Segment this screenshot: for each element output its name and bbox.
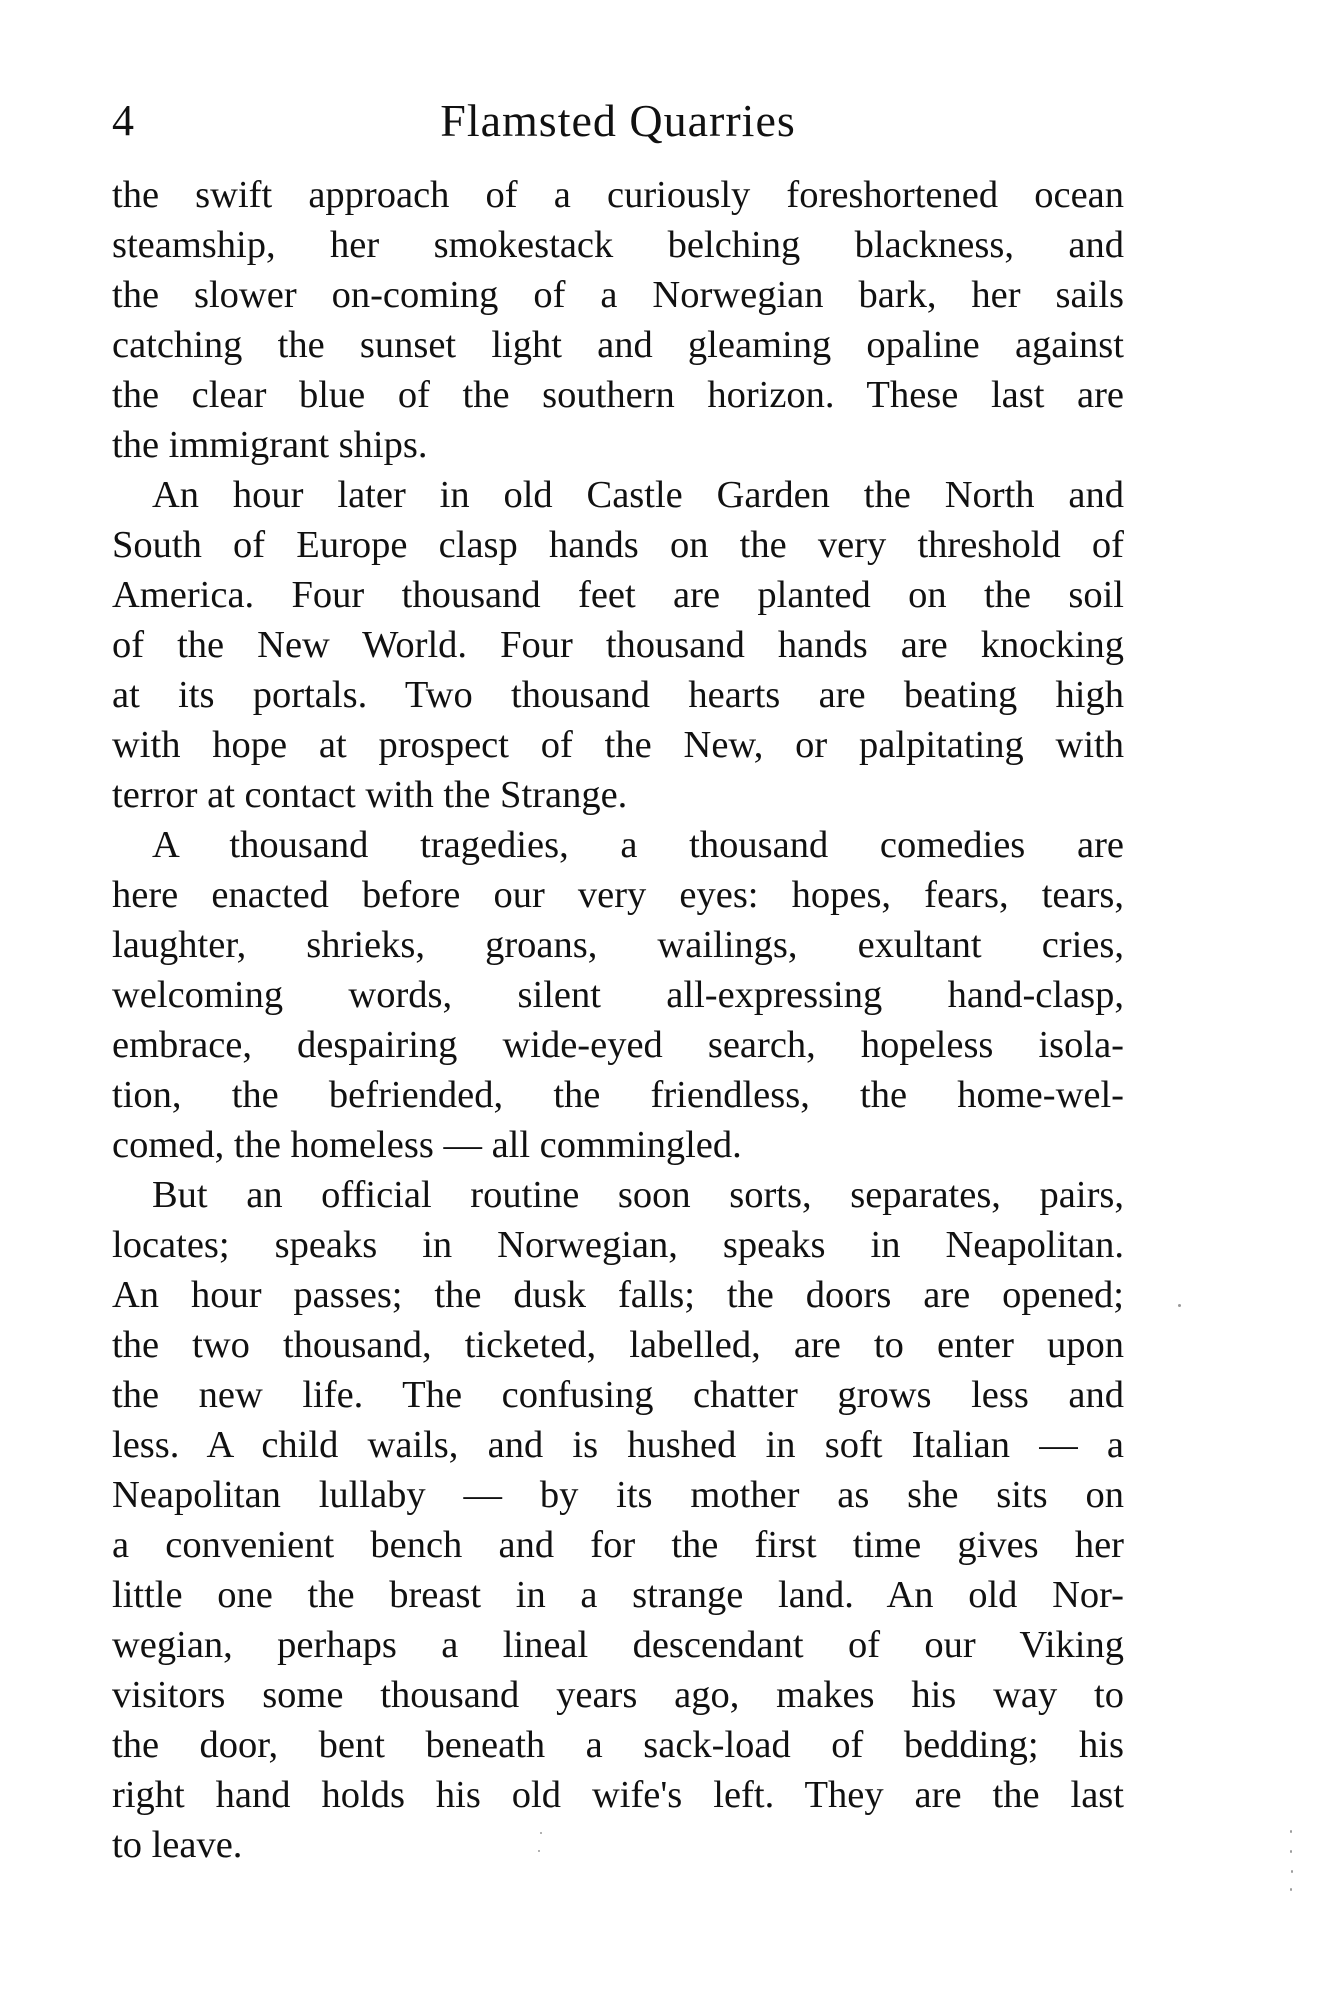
page-header: [112, 86, 1124, 156]
scan-speck: [1290, 1888, 1292, 1891]
paragraph-first-line: A thousand tragedies, a thousand comedies are: [152, 824, 1124, 866]
text-line: wegian, perhaps a lineal descendant of our Viking: [112, 1624, 1124, 1666]
scan-speck: [1291, 1870, 1293, 1873]
text-line: welcoming words, silent all-expressing hand-clasp,: [112, 974, 1124, 1016]
scan-speck: [1290, 1850, 1292, 1853]
text-line: the two thousand, ticketed, labelled, are to enter upon: [112, 1324, 1124, 1366]
text-line: visitors some thousand years ago, makes his way to: [112, 1674, 1124, 1716]
text-line: terror at contact with the Strange.: [112, 774, 628, 816]
text-line: locates; speaks in Norwegian, speaks in Neapolitan.: [112, 1224, 1124, 1266]
text-line: here enacted before our very eyes: hopes, fears, tears,: [112, 874, 1124, 916]
text-line: the clear blue of the southern horizon. These last are: [112, 374, 1124, 416]
text-line: embrace, despairing wide-eyed search, hopeless isola-: [112, 1024, 1124, 1066]
text-line: at its portals. Two thousand hearts are beating high: [112, 674, 1124, 716]
text-line: the immigrant ships.: [112, 424, 428, 466]
scan-speck: [1290, 1830, 1292, 1833]
text-line: South of Europe clasp hands on the very threshold of: [112, 524, 1124, 566]
page-number: 4: [112, 96, 134, 145]
text-line: the swift approach of a curiously foreshortened ocean: [112, 174, 1124, 216]
text-line: catching the sunset light and gleaming opaline against: [112, 324, 1124, 366]
paragraph-first-line: An hour later in old Castle Garden the North and: [152, 474, 1124, 516]
text-line: the slower on-coming of a Norwegian bark, her sails: [112, 274, 1124, 316]
scan-speck: [540, 1832, 542, 1834]
text-line: tion, the befriended, the friendless, the home-wel-: [112, 1074, 1124, 1116]
text-line: with hope at prospect of the New, or palpitating with: [112, 724, 1124, 766]
text-line: little one the breast in a strange land. An old Nor-: [112, 1574, 1124, 1616]
text-line: An hour passes; the dusk falls; the doors are opened;: [112, 1274, 1124, 1316]
text-line: right hand holds his old wife's left. They are the last: [112, 1774, 1124, 1816]
text-line: less. A child wails, and is hushed in soft Italian — a: [112, 1424, 1124, 1466]
scan-speck: [538, 1850, 540, 1852]
scan-speck: [1178, 1304, 1181, 1307]
paragraph-first-line: But an official routine soon sorts, separates, pairs,: [152, 1174, 1124, 1216]
text-line: comed, the homeless — all commingled.: [112, 1124, 742, 1166]
text-line: of the New World. Four thousand hands are knocking: [112, 624, 1124, 666]
text-line: the door, bent beneath a sack-load of bedding; his: [112, 1724, 1124, 1766]
text-line: Neapolitan lullaby — by its mother as she sits on: [112, 1474, 1124, 1516]
text-line: steamship, her smokestack belching blackness, and: [112, 224, 1124, 266]
body-text: [112, 170, 1124, 1870]
text-line: the new life. The confusing chatter grows less and: [112, 1374, 1124, 1416]
text-line: laughter, shrieks, groans, wailings, exultant cries,: [112, 924, 1124, 966]
running-head: Flamsted Quarries: [440, 95, 796, 146]
text-line: a convenient bench and for the first time gives her: [112, 1524, 1124, 1566]
text-line: America. Four thousand feet are planted on the soil: [112, 574, 1124, 616]
text-line: to leave.: [112, 1824, 243, 1866]
